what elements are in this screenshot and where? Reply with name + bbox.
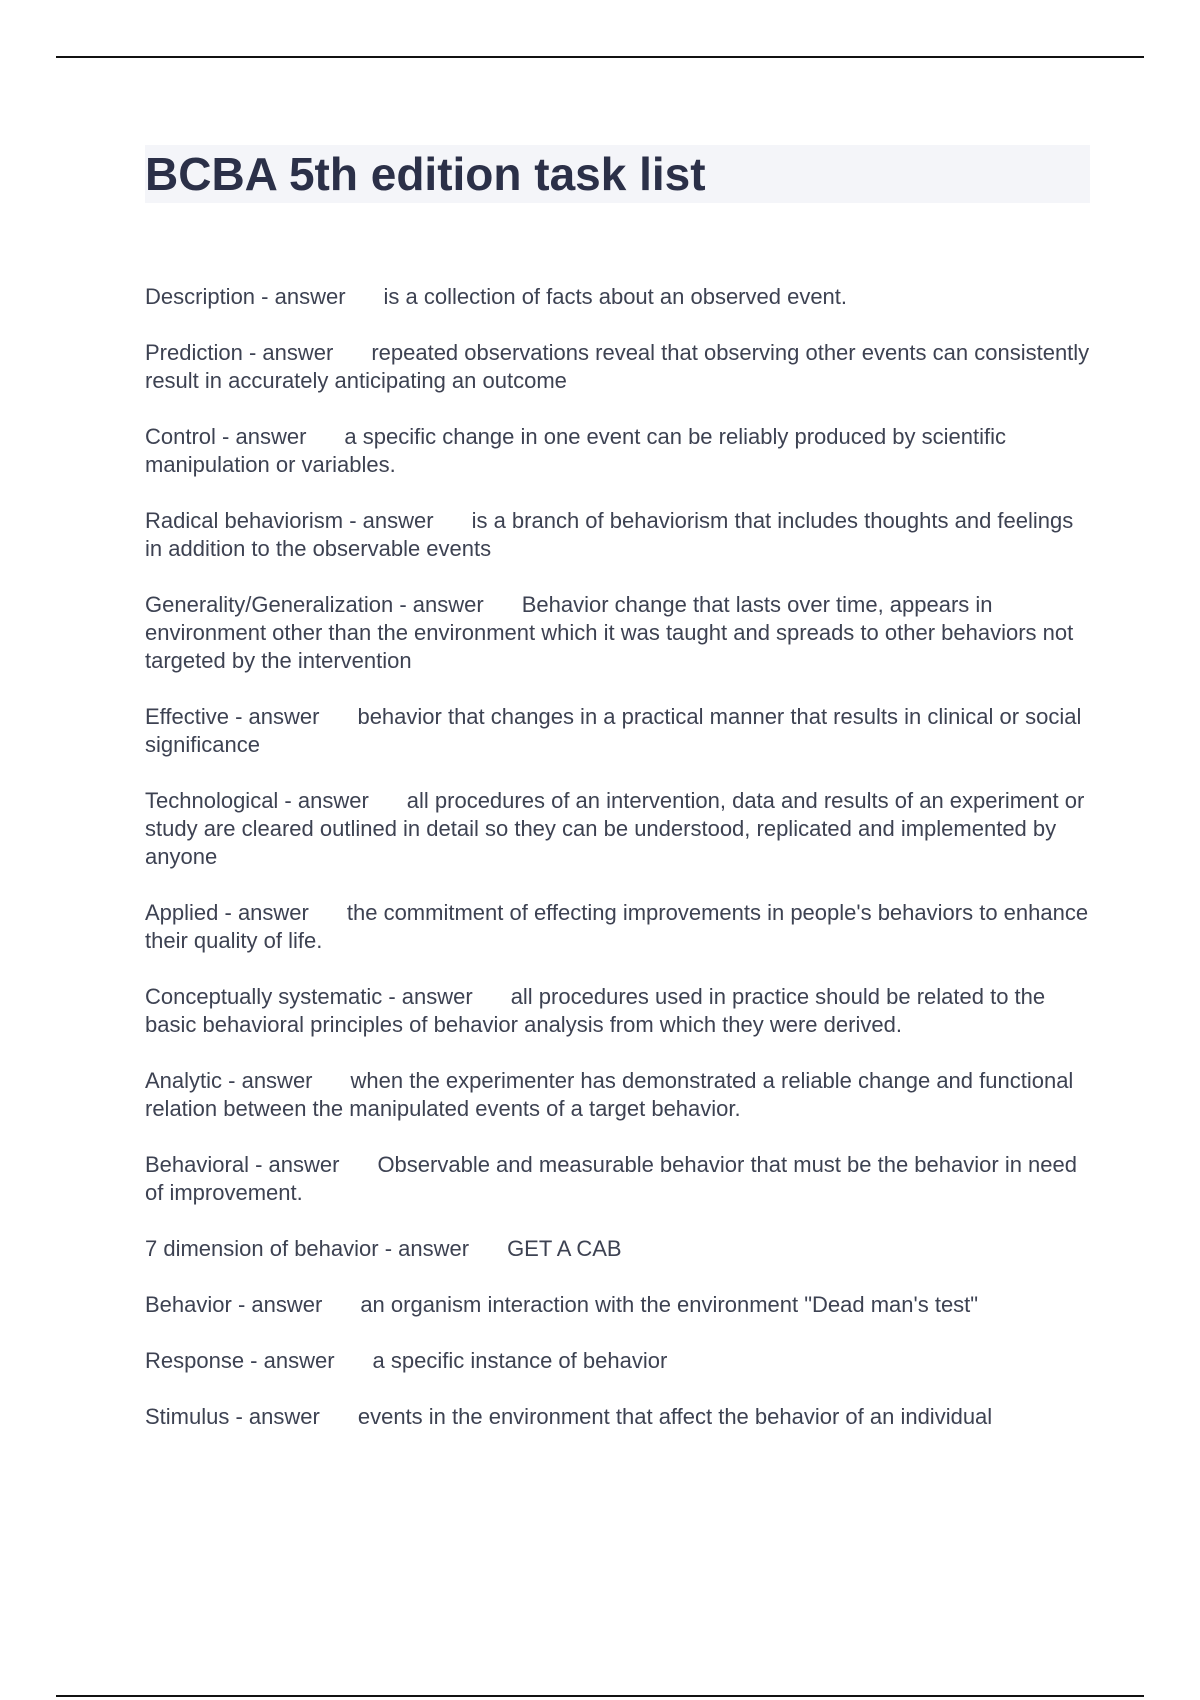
top-divider	[56, 56, 1144, 58]
term-label: Conceptually systematic - answer	[145, 984, 473, 1009]
list-item	[145, 423, 1090, 479]
term-label: Control - answer	[145, 424, 307, 449]
definition-text: a specific change in one event can be reliably produced by scientific manipulation or variables.	[145, 424, 1007, 477]
term-label: Analytic - answer	[145, 1068, 313, 1093]
flashcard-list	[145, 283, 1090, 1459]
list-item	[145, 1347, 1090, 1375]
definition-text: GET A CAB	[507, 1236, 622, 1261]
definition-text: repeated observations reveal that observing other events can consistently result in accurately anticipating an outcome	[145, 340, 1090, 393]
definition-text: an organism interaction with the environment "Dead man's test"	[360, 1292, 979, 1317]
list-item	[145, 1151, 1090, 1207]
term-label: Effective - answer	[145, 704, 320, 729]
definition-text: events in the environment that affect the behavior of an individual	[357, 1404, 993, 1429]
list-item	[145, 339, 1090, 395]
term-label: Applied - answer	[145, 900, 309, 925]
term-label: Prediction - answer	[145, 340, 334, 365]
list-item	[145, 1235, 1090, 1263]
definition-text: all procedures used in practice should be related to the basic behavioral principles of behavior analysis from which they were derived.	[145, 984, 1046, 1037]
definition-text: the commitment of effecting improvements in people's behaviors to enhance their quality of life.	[145, 900, 1089, 953]
term-label: Stimulus - answer	[145, 1404, 320, 1429]
term-label: Description - answer	[145, 284, 346, 309]
list-item	[145, 507, 1090, 563]
definition-text: Behavior change that lasts over time, appears in environment other than the environment which it was taught and spreads to other behaviors not targeted by the intervention	[145, 592, 1074, 673]
list-item	[145, 1067, 1090, 1123]
list-item	[145, 983, 1090, 1039]
definition-text: behavior that changes in a practical manner that results in clinical or social significance	[145, 704, 1082, 757]
page-title: BCBA 5th edition task list	[145, 148, 706, 200]
list-item	[145, 283, 1090, 311]
list-item	[145, 1403, 1090, 1431]
list-item	[145, 591, 1090, 675]
definition-text: when the experimenter has demonstrated a reliable change and functional relation between the manipulated events of a target behavior.	[145, 1068, 1074, 1121]
term-label: Behavioral - answer	[145, 1152, 340, 1177]
list-item	[145, 1291, 1090, 1319]
term-label: Technological - answer	[145, 788, 369, 813]
definition-text: all procedures of an intervention, data and results of an experiment or study are cleared outlined in detail so they can be understood, replicated and implemented by anyone	[145, 788, 1085, 869]
term-label: Generality/Generalization - answer	[145, 592, 484, 617]
list-item	[145, 703, 1090, 759]
definition-text: Observable and measurable behavior that must be the behavior in need of improvement.	[145, 1152, 1077, 1205]
term-label: Behavior - answer	[145, 1292, 323, 1317]
term-label: 7 dimension of behavior - answer	[145, 1236, 470, 1261]
list-item	[145, 787, 1090, 871]
definition-text: a specific instance of behavior	[372, 1348, 668, 1373]
definition-text: is a branch of behaviorism that includes thoughts and feelings in addition to the observable events	[145, 508, 1074, 561]
term-label: Radical behaviorism - answer	[145, 508, 434, 533]
list-item	[145, 899, 1090, 955]
definition-text: is a collection of facts about an observed event.	[383, 284, 848, 309]
bottom-divider	[56, 1695, 1144, 1697]
term-label: Response - answer	[145, 1348, 335, 1373]
